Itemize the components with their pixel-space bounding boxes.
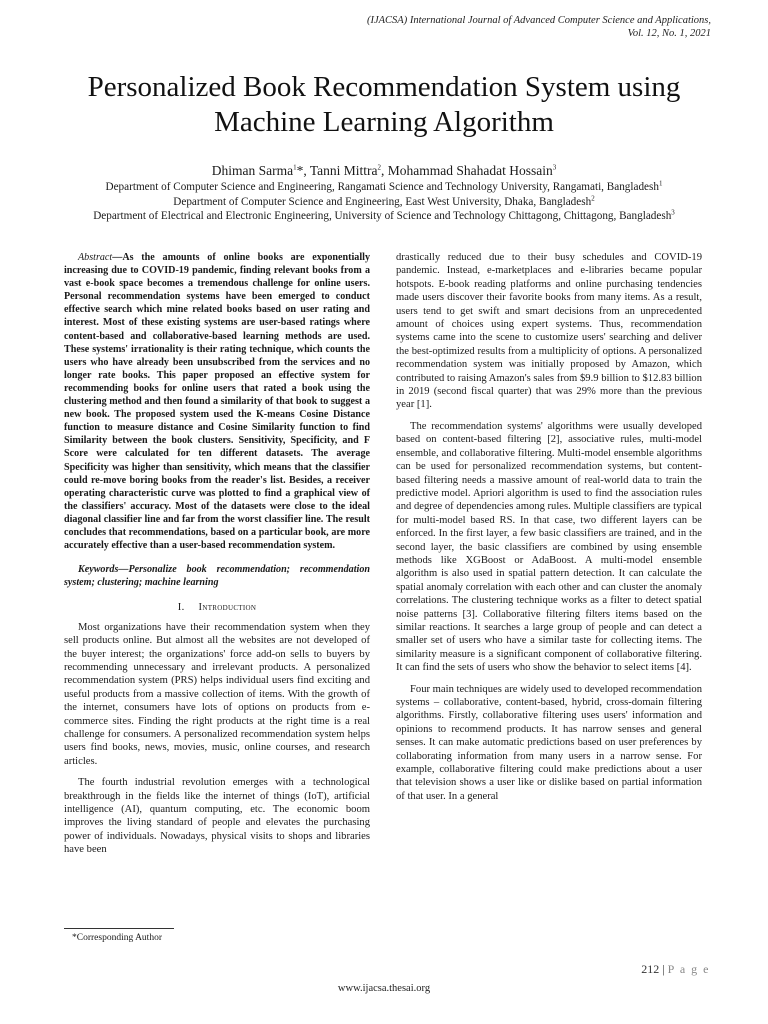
affiliation-text: Department of Electrical and Electronic Engineering, University of Science and Technology Chittagong, Chittagong, Bangladesh [93,210,672,222]
paper-title-line-1: Personalized Book Recommendation System using [87,71,681,103]
corresponding-marker: *, [296,163,310,178]
left-column [64,251,370,865]
affiliation-line [20,209,748,224]
journal-name: (IJACSA) International Journal of Advanced Computer Science and Applications, [366,15,711,26]
page-number-value: 212 [641,962,660,976]
author-name: Dhiman Sarma [211,163,294,178]
affiliation-text: Department of Computer Science and Engineering, East West University, Dhaka, Bangladesh [173,195,592,208]
author-list [40,162,728,180]
abstract-text: As the amounts of online books are exponentially increasing due to COVID-19 pandemic, finding relevant books from a vast e-book space becomes a tremendous challenge for online users. Personal recommendation systems have been emerged to conduct effective search which mine related books based on user rating and interest. Most of these existing systems are user-based ratings where content-based and collaborative-based learning methods are used. These systems' irrationality is their rating technique, which counts the users who have already been unsubscribed from the services and no longer rate books. This paper proposed an effective system for recommending books for online users that rated a book using the clustering method and then found a similarity of that book to suggest a new book. The proposed system used the K-means Cosine Distance function to measure distance and Cosine Similarity function to find Similarity between the book clusters. Sensitivity, Specificity, and F Score were calculated for ten different datasets. The average Specificity was higher than sensitivity, which means that the classifier could re-move boring books from the reader's list. Besides, a receiver operating characteristic curve was plotted to find a graphical view of the classifiers' accuracy. Most of the datasets were close to the ideal diagonal classifier line and far from the worst classifier line. The result concludes that recommendations, based on a particular book, are more accurately effective than a user-based recommendation system. [64,252,370,552]
affiliation-marker: 3 [671,208,675,217]
page-word: P a g e [667,962,710,976]
paper-title-line-2: Machine Learning Algorithm [214,106,554,138]
abstract-label: Abstract [78,252,113,263]
body-paragraph: The fourth industrial revolution emerges with a technological breakthrough in the fields like the internet of things (IoT), artificial intelligence (AI), quantum computing, etc. The economic boom improves the living standard of people and elevates the purchasing power of individuals. Nowadays, physical visits to shops and libraries have been [64,777,370,856]
journal-header [151,14,711,40]
affiliation-marker: 2 [591,193,595,202]
affiliation-line [20,180,748,195]
affiliation-marker: 1 [658,179,663,188]
footnote: *Corresponding Author [72,933,162,943]
body-paragraph: The recommendation systems' algorithms were usually developed based on content-based filtering [2], associative rules, multi-model ensemble, and collaborative filtering. Multi-model ensemble algorithms can be used for personalized recommendation systems, but content-based filtering needs a massive amount of real-world data to train the predictive model. Apriori algorithm is used to find the association rules and degree of dependencies among rules. Multiple classifiers are typical for multi-model based RS. In that case, two different layers can be enforced. In the first layer, a few basic classifiers are trained, and in the second layer, the basic classifiers are combined by using ensemble methods like XGBoost or AdaBoost. A multi-model ensemble algorithm is also used in spatial pattern detection. It can calculate the spatial anomaly correlation with each other and can cluster the anomaly correlations. The clustering technique works as a filter to detect spatial noise patterns [3]. Collaborative filtering filters items based on the similar reactions. It searches a large group of people and can detect a smaller set of users who have a similar taste for collecting items. The similarity measure is a significant component of collaborative filtering. It can find the sets of users who show the behavior to select items [4]. [396,420,702,674]
affiliation-text: Department of Computer Science and Engineering, Rangamati Science and Technology University, Rangamati, Bangladesh [105,181,659,193]
keywords [64,563,370,589]
keywords-text: Personalize book recommendation; recommendation system; clustering; machine learning [64,564,370,589]
keywords-label: Keywords— [78,564,129,576]
affiliation-marker: 3 [552,163,557,172]
section-heading-introduction [64,601,370,614]
body-paragraph: drastically reduced due to their busy schedules and COVID-19 pandemic. Instead, e-marketplaces and e-libraries became popular hotspots. E-book reading platforms and online purchasing tendencies made users discover their favorite books from many items. As a result, users tend to get swift and smart decisions from an unprecedented amount of choices using expert systems. Thus, recommendation systems came into the scene to customize users' searching and deliver the best-optimized results from a multiplicity of options. A personalized recommendation system was initially proposed by Amazon, which contributed to raising Amazon's sales from $9.9 billion to $12.83 billion in 2019 (second fiscal quarter) that was 29% more than the previous year [1]. [396,252,702,411]
paper-title [40,70,728,140]
affiliation-marker: 1 [293,163,297,172]
author-name: Tanni Mittra [309,163,378,178]
affiliation-list [20,180,748,224]
abstract-dash: — [112,252,123,263]
page-number-separator: | [659,962,668,976]
body-paragraph: Most organizations have their recommendation system when they sell products online. But almost all the websites are not developed of the buyer interest; the organizations' force add-on sells to buyers by recommending unnecessary and irrelevant products. A personalized recommendation system (PRS) helps individual users find exciting and useful products from a massive collection of items. With the growth of the internet, consumers have lots of options on products from e-commerce sites. Finding the right products at the right time is a real challenge for consumers. A personalized recommendation system helps users find books, news, movies, music, online courses, and research articles. [64,621,370,767]
section-number: I. [177,602,185,614]
right-column [396,251,702,811]
footer-url[interactable]: www.ijacsa.thesai.org [337,983,431,994]
abstract [64,251,370,552]
body-paragraph: Four main techniques are widely used to developed recommendation systems – collaborative, content-based, hybrid, cross-domain filtering algorithms. Firstly, collaborative filtering uses users' information and opinions to recommend products. It has narrow senses and general senses. It can make automatic predictions based on user preferences by collaborating information from many users in a narrow sense. For example, collaborative filtering could make predictions about a user that television shows a user like or dislike based on partial information of that user. In a general [396,683,702,802]
affiliation-marker: 2 [377,163,382,172]
author-name: Mohammad Shahadat Hossain [387,163,553,178]
footnote-divider [64,928,174,929]
journal-volume: Vol. 12, No. 1, 2021 [627,28,711,39]
page-number [641,962,710,977]
section-title: Introduction [198,602,257,614]
affiliation-line [20,195,748,210]
author-separator: , [381,163,388,178]
